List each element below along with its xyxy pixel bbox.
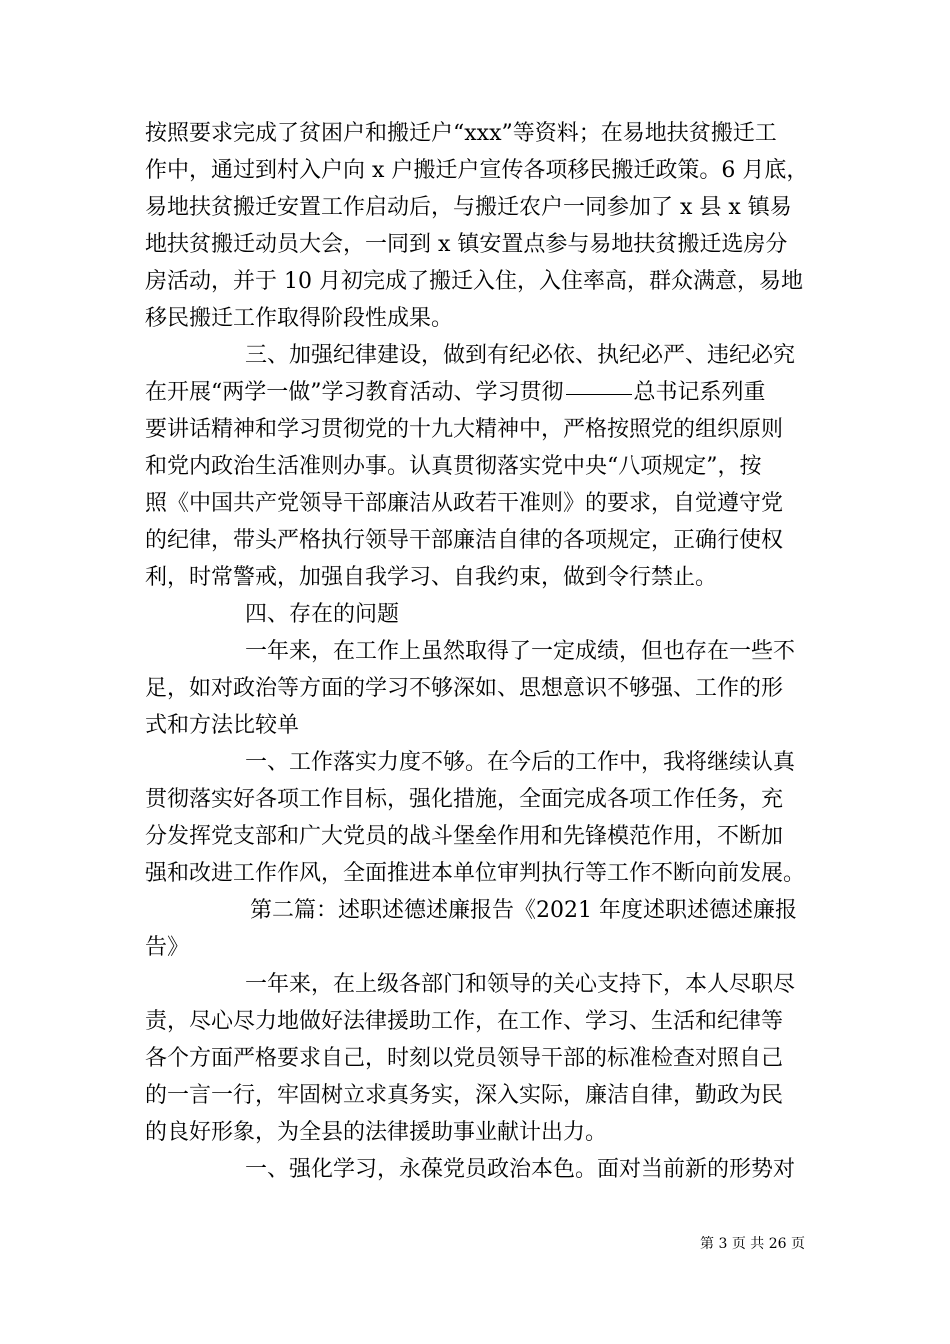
chapter-title: 第二篇：述职述德述廉报告《2021 年度述职述德述廉报	[250, 898, 797, 923]
text-line: 利，时常警戒，加强自我学习、自我约束，做到令行禁止。	[145, 565, 718, 590]
text-line: 分发挥党支部和广大党员的战斗堡垒作用和先锋模范作用，不断加	[145, 824, 784, 849]
page-number: 第 3 页 共 26 页	[700, 1236, 805, 1252]
text-fragment: 总书记系列重	[633, 380, 766, 405]
text-line: 的一言一行，牢固树立求真务实，深入实际，廉洁自律，勤政为民	[145, 1083, 784, 1108]
text-line: 移民搬迁工作取得阶段性成果。	[145, 306, 454, 331]
text-line: 按照要求完成了贫困户和搬迁户“xxx”等资料；在易地扶贫搬迁工	[145, 121, 777, 146]
text-line-with-blank	[145, 374, 805, 411]
section-heading: 四、存在的问题	[245, 602, 400, 627]
text-line: 一年来，在上级各部门和领导的关心支持下，本人尽职尽	[245, 972, 796, 997]
text-line: 式和方法比较单	[145, 713, 300, 738]
fill-blank	[566, 394, 632, 395]
chapter-title: 告》	[145, 935, 190, 960]
text-line: 足，如对政治等方面的学习不够深如、思想意识不够强、工作的形	[145, 676, 784, 701]
text-line: 的良好形象，为全县的法律援助事业献计出力。	[145, 1120, 608, 1145]
text-line: 强和改进工作作风，全面推进本单位审判执行等工作不断向前发展。	[145, 861, 806, 886]
text-line: 一、工作落实力度不够。在今后的工作中，我将继续认真	[245, 750, 796, 775]
text-line: 一年来，在工作上虽然取得了一定成绩，但也存在一些不	[245, 639, 796, 664]
text-fragment: 在开展“两学一做”学习教育活动、学习贯彻	[145, 380, 564, 405]
body-text	[145, 115, 809, 1188]
text-line: 要讲话精神和学习贯彻党的十九大精神中，严格按照党的组织原则	[145, 417, 784, 442]
text-line: 的纪律，带头严格执行领导干部廉洁自律的各项规定，正确行使权	[145, 528, 784, 553]
text-line: 房活动，并于 10 月初完成了搬迁入住，入住率高，群众满意，易地	[145, 269, 803, 294]
text-line: 地扶贫搬迁动员大会，一同到 x 镇安置点参与易地扶贫搬迁选房分	[145, 232, 788, 257]
section-heading: 三、加强纪律建设，做到有纪必依、执纪必严、违纪必究	[245, 343, 796, 368]
section-heading: 一、强化学习，永葆党员政治本色。面对当前新的形势对	[245, 1157, 796, 1182]
text-line: 贯彻落实好各项工作目标，强化措施，全面完成各项工作任务，充	[145, 787, 784, 812]
text-line: 各个方面严格要求自己，时刻以党员领导干部的标准检查对照自己	[145, 1046, 784, 1071]
text-line: 和党内政治生活准则办事。认真贯彻落实党中央“八项规定”，按	[145, 454, 762, 479]
text-line: 作中，通过到村入户向 x 户搬迁户宣传各项移民搬迁政策。6 月底，	[145, 158, 809, 183]
text-line: 照《中国共产党领导干部廉洁从政若干准则》的要求，自觉遵守党	[145, 491, 784, 516]
text-line: 责，尽心尽力地做好法律援助工作，在工作、学习、生活和纪律等	[145, 1009, 784, 1034]
text-line: 易地扶贫搬迁安置工作启动后，与搬迁农户一同参加了 x 县 x 镇易	[145, 195, 792, 220]
